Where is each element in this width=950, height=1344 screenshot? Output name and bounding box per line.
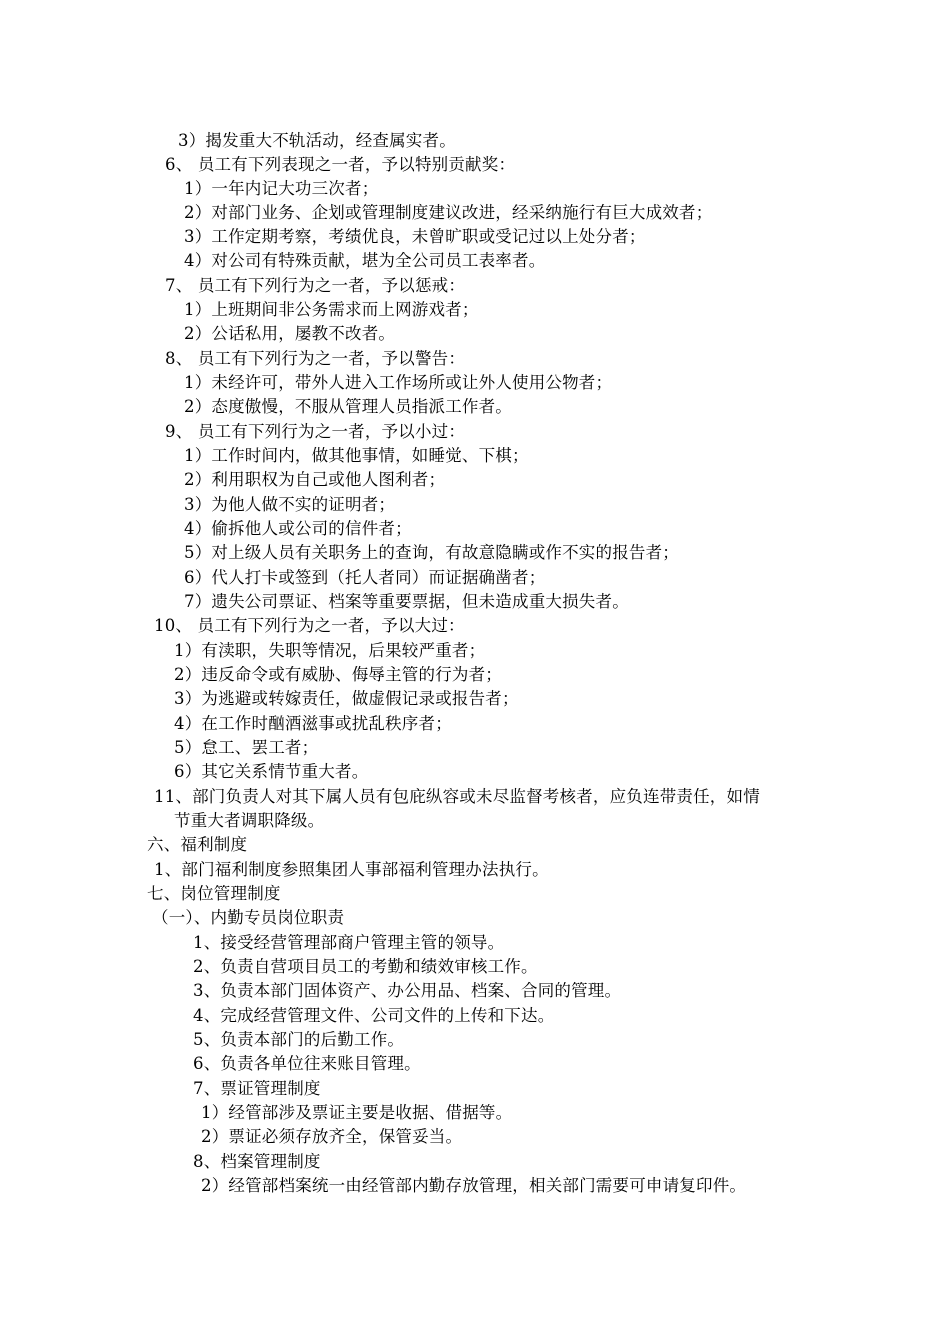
text-line: 6、负责各单位往来账目管理。 [193,1054,421,1073]
text-line: 2）票证必须存放齐全，保管妥当。 [201,1127,463,1146]
subsection-heading: （一）、内勤专员岗位职责 [152,908,345,927]
text-line: 1）未经许可，带外人进入工作场所或让外人使用公物者； [184,373,613,392]
text-line: 2）经管部档案统一由经管部内勤存放管理，相关部门需要可申请复印件。 [201,1176,747,1195]
text-line: 1）有渎职，失职等情况，后果较严重者； [174,641,486,660]
text-line: 1、接受经营管理部商户管理主管的领导。 [193,933,505,952]
text-line: 4）在工作时酗酒滋事或扰乱秩序者； [174,714,452,733]
text-line: 节重大者调职降级。 [174,811,325,830]
text-line: 5）对上级人员有关职务上的查询，有故意隐瞒或作不实的报告者； [184,543,679,562]
text-line: 2、负责自营项目员工的考勤和绩效审核工作。 [193,957,538,976]
text-line: 2）违反命令或有威胁、侮辱主管的行为者； [174,665,502,684]
text-line: 3）揭发重大不轨活动，经查属实者。 [178,131,456,150]
text-line: 2）对部门业务、企划或管理制度建议改进，经采纳施行有巨大成效者； [184,203,713,222]
section-heading: 六、福利制度 [147,835,248,854]
text-line: 10、 员工有下列行为之一者，予以大过： [154,616,465,635]
text-line: 3）工作定期考察，考绩优良，未曾旷职或受记过以上处分者； [184,227,646,246]
text-line: 2）利用职权为自己或他人图利者； [184,470,446,489]
text-line: 7）遗失公司票证、档案等重要票据，但未造成重大损失者。 [184,592,629,611]
text-line: 4、完成经营管理文件、公司文件的上传和下达。 [193,1006,555,1025]
text-line: 2）公话私用，屡教不改者。 [184,324,396,343]
text-line: 6）代人打卡或签到（托人者同）而证据确凿者； [184,568,546,587]
text-line: 6）其它关系情节重大者。 [174,762,369,781]
text-line: 3）为逃避或转嫁责任，做虚假记录或报告者； [174,689,519,708]
text-line: 1）上班期间非公务需求而上网游戏者； [184,300,479,319]
text-line: 3、负责本部门固体资产、办公用品、档案、合同的管理。 [193,981,622,1000]
text-line: 8、 员工有下列行为之一者，予以警告： [165,349,466,368]
text-line: 5）怠工、罢工者； [174,738,319,757]
text-line: 4）偷拆他人或公司的信件者； [184,519,412,538]
text-line: 6、 员工有下列表现之一者，予以特别贡献奖： [165,155,516,174]
section-heading: 七、岗位管理制度 [147,884,281,903]
text-line: 7、 员工有下列行为之一者，予以惩戒： [165,276,466,295]
text-line: 8、档案管理制度 [193,1152,321,1171]
text-line: 11、部门负责人对其下属人员有包庇纵容或未尽监督考核者，应负连带责任，如情 [154,787,760,806]
text-line: 4）对公司有特殊贡献，堪为全公司员工表率者。 [184,251,546,270]
text-line: 1）经管部涉及票证主要是收据、借据等。 [201,1103,513,1122]
text-line: 9、 员工有下列行为之一者，予以小过： [165,422,466,441]
text-line: 1）一年内记大功三次者； [184,179,379,198]
text-line: 5、负责本部门的后勤工作。 [193,1030,405,1049]
text-line: 1）工作时间内，做其他事情，如睡觉、下棋； [184,446,529,465]
text-line: 1、部门福利制度参照集团人事部福利管理办法执行。 [154,860,549,879]
text-line: 3）为他人做不实的证明者； [184,495,396,514]
text-line: 2）态度傲慢，不服从管理人员指派工作者。 [184,397,512,416]
text-line: 7、票证管理制度 [193,1079,321,1098]
